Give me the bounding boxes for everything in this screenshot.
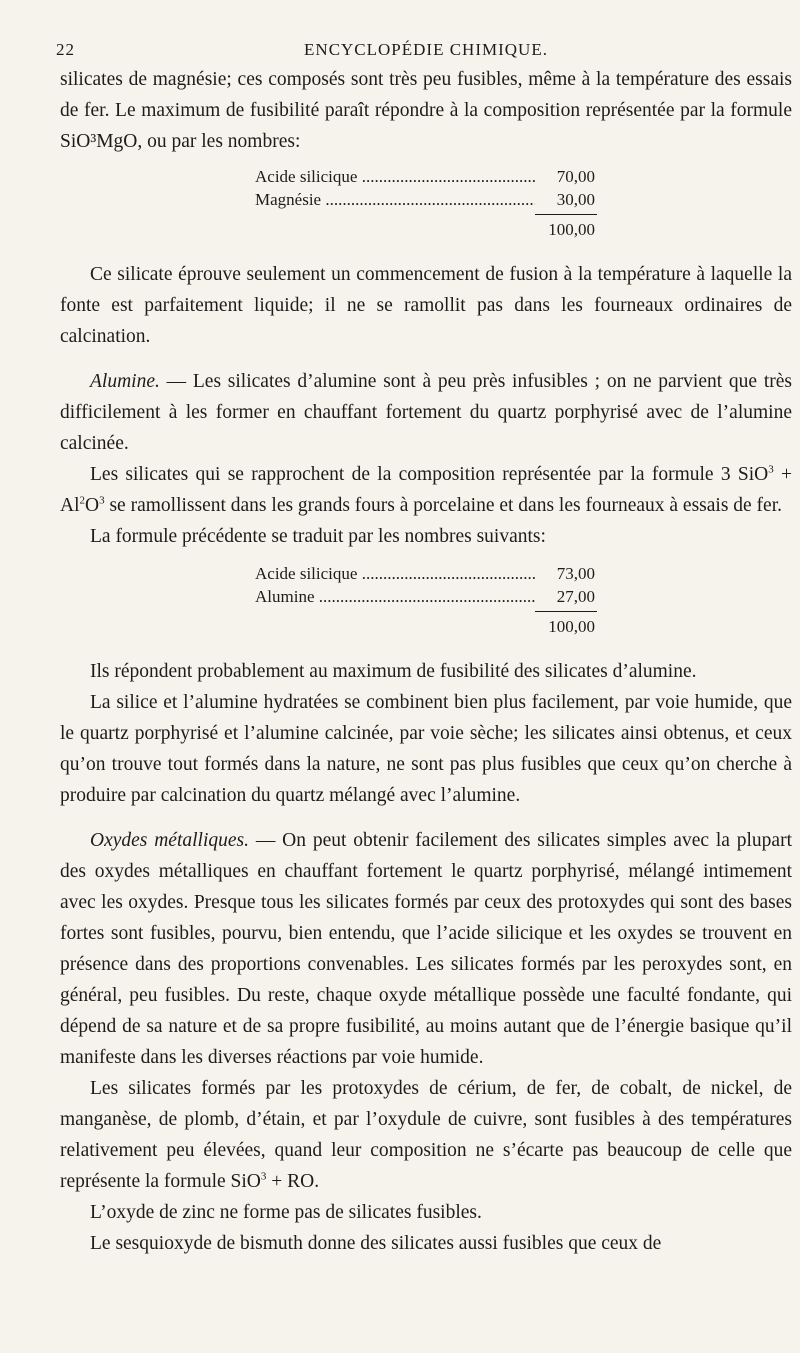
paragraph-alumine [60, 366, 792, 459]
table-row [255, 585, 595, 608]
table-row-value: 30,00 [556, 190, 595, 209]
running-title: ENCYCLOPÉDIE CHIMIQUE. [304, 40, 548, 59]
table-row [255, 165, 595, 188]
table-total: 100,00 [548, 617, 595, 636]
paragraph-zinc: L’oxyde de zinc ne forme pas de silicates fusibles. [90, 1202, 482, 1223]
paragraph-protoxydes: Les silicates formés par les protoxydes de cérium, de fer, de cobalt, de nickel, de manganèse, de plomb, d’étain, et par l’oxydule de cuivre, sont fusibles à des températures relativement peu élevées, quand leur composition ne s’écarte pas beaucoup de celle que représente la formule SiO$^3$ + RO. [60, 1078, 792, 1192]
table-row-label: Magnésie ..... [255, 188, 535, 211]
paragraph-alumine-formula: Les silicates qui se rapprochent de la composition représentée par la formule 3 $SiO^3 + Al^2O^3$ se ramollissent dans les grands fours à porcelaine et dans les fourneaux à essais de fer. [60, 463, 792, 516]
composition-table-alumine [255, 562, 595, 638]
table-row-label: Acide silicique ..... [255, 165, 535, 188]
composition-table-magnesie [255, 165, 595, 241]
page-header [56, 34, 792, 64]
section-heading-alumine: Alumine. [90, 371, 160, 392]
table-row [255, 562, 595, 585]
paragraph-maximum: Ils répondent probablement au maximum de fusibilité des silicates d’alumine. [90, 661, 697, 682]
sum-rule [535, 214, 597, 215]
table-row-label: Alumine ..... [255, 585, 535, 608]
paragraph-oxydes-text: — On peut obtenir facilement des silicates simples avec la plupart des oxydes métalliques en chauffant fortement le quartz porphyrisé, mélangé intimement avec les oxydes. Presque tous les silicates formés par ceux des protoxydes qui sont des bases fortes sont fusibles, pourvu, bien entendu, que l’acide silicique et les oxydes se trouvent en présence dans des proportions convenables. Les silicates formés par les peroxydes sont, en général, peu fusibles. Du reste, chaque oxyde métallique possède une faculté fondante, qui dépend de sa nature et de sa propre fusibilité, au moins autant que de l’énergie basique qu’il manifeste dans les diverses réactions par voie humide. [60, 830, 792, 1068]
table-row-value: 73,00 [556, 564, 595, 583]
document-page [56, 34, 792, 1259]
intro-paragraph: silicates de magnésie; ces composés sont très peu fusibles, même à la température des essais de fer. Le maximum de fusibilité paraît répondre à la composition représentée par la formule SiO³MgO, ou par les nombres: [60, 69, 792, 152]
section-heading-oxydes: Oxydes métalliques. [90, 830, 249, 851]
table-row [255, 188, 595, 211]
paragraph-oxydes [60, 825, 792, 1073]
paragraph-alumine-text: — Les silicates d’alumine sont à peu près infusibles ; on ne parvient que très difficilement à les former en chauffant fortement du quartz porphyrisé avec de l’alumine calcinée. [60, 371, 792, 454]
table-row-value: 27,00 [556, 587, 595, 606]
paragraph-formule-nombres: La formule précédente se traduit par les nombres suivants: [90, 526, 546, 547]
paragraph-bismuth: Le sesquioxyde de bismuth donne des silicates aussi fusibles que ceux de [90, 1233, 662, 1254]
table-total: 100,00 [548, 220, 595, 239]
page-number: 22 [56, 40, 75, 59]
table-row-value: 70,00 [556, 167, 595, 186]
sum-rule [535, 611, 597, 612]
paragraph-hydratees: La silice et l’alumine hydratées se combinent bien plus facilement, par voie humide, que le quartz porphyrisé et l’alumine calcinée, par voie sèche; les silicates ainsi obtenus, et ceux qu’on trouve tout formés dans la nature, ne sont pas plus fusibles que ceux qu’on cherche à produire par calcination du quartz mélangé avec l’alumine. [60, 692, 792, 806]
table-row-label: Acide silicique ..... [255, 562, 535, 585]
paragraph-fusion: Ce silicate éprouve seulement un commencement de fusion à la température à laquelle la fonte est parfaitement liquide; il ne se ramollit pas dans les fourneaux ordinaires de calcination. [60, 264, 792, 347]
